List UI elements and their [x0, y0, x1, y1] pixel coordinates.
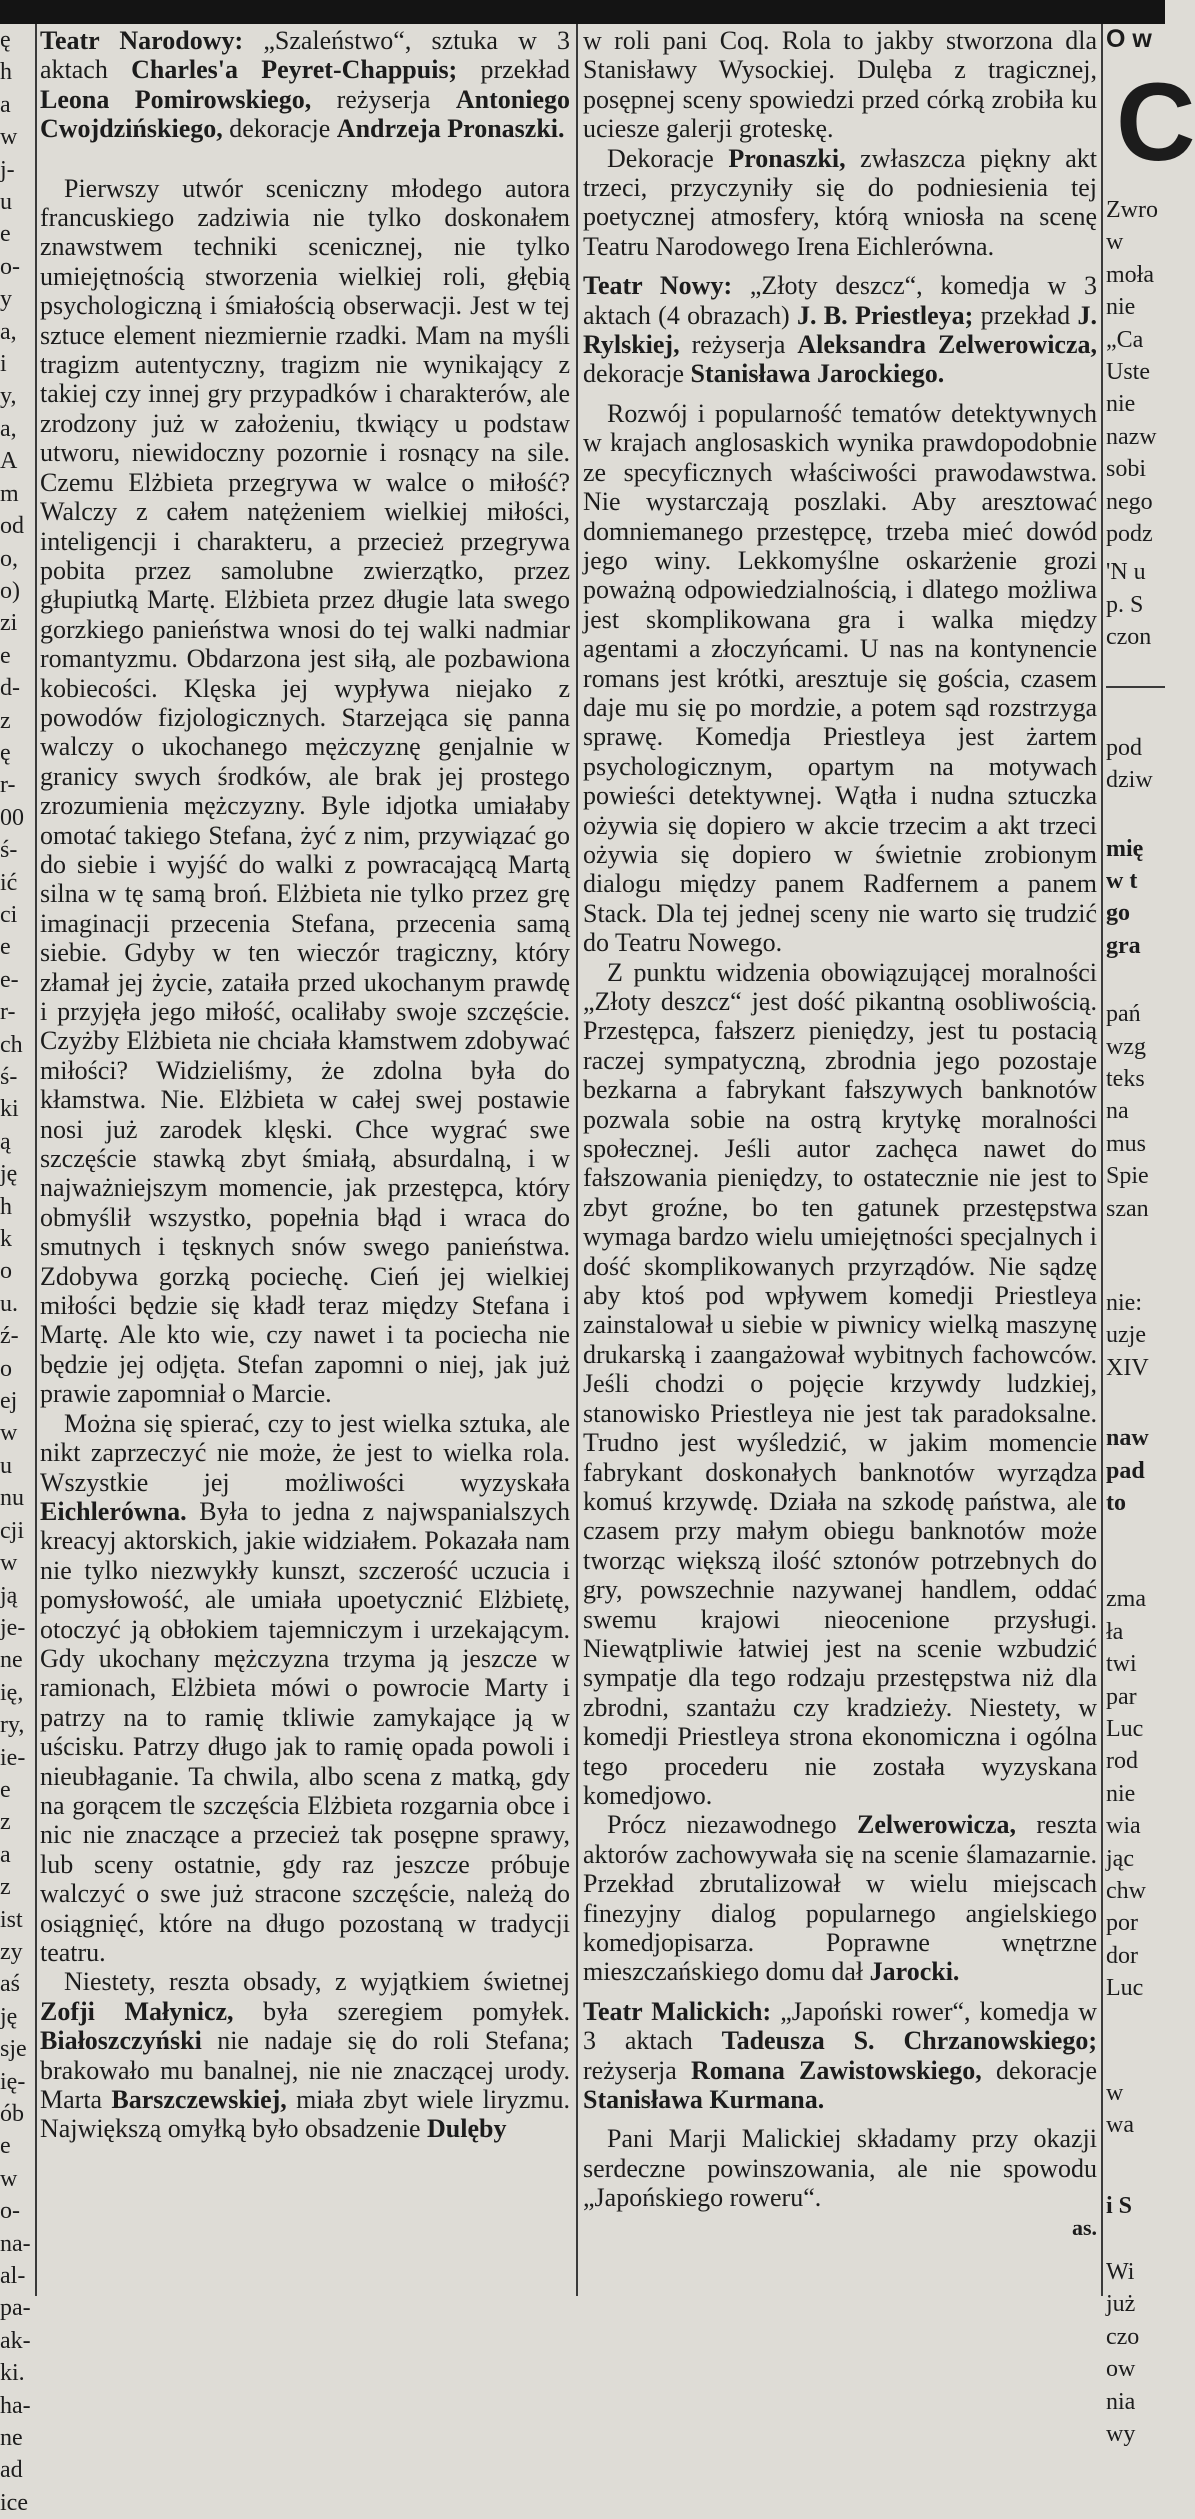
fragment-line: w — [0, 1550, 18, 1577]
fragment-line: e — [0, 1776, 11, 1803]
right-fragment-lines — [1106, 732, 1165, 797]
fragment-line: szan — [1106, 1195, 1149, 1222]
fragment-line: h — [0, 1193, 12, 1220]
fragment-line: dor — [1106, 1942, 1138, 1969]
fragment-line: go — [1106, 900, 1130, 927]
fragment-line: e- — [0, 966, 19, 993]
right-headline-fragment: O w — [1106, 25, 1152, 53]
fragment-line: m — [0, 480, 19, 507]
fragment-line: w — [1106, 2079, 1124, 2106]
fragment-line: sje — [0, 2036, 27, 2063]
fragment-line: Luc — [1106, 1975, 1144, 2002]
fragment-line: nie — [1106, 294, 1136, 321]
fragment-line: ne — [0, 1647, 23, 1674]
fragment-line: w — [0, 1420, 18, 1447]
fragment-line: ha- — [0, 2392, 31, 2419]
fragment-line: ię, — [0, 1679, 24, 1706]
fragment-line: ź- — [0, 1323, 19, 1350]
right-divider — [1106, 686, 1165, 688]
review-header-teatr-narodowy: Teatr Narodowy: „Szaleństwo“, sztuka w 3 aktach Charles'a Peyret-Chappuis; przekład Leona Pomirowskiego, reżyserja Antoniego Cwojdzińskiego, dekoracje Andrzeja Pronaszki. — [40, 26, 571, 144]
fragment-line: k — [0, 1226, 12, 1253]
fragment-line: nie — [1106, 1780, 1136, 1807]
fragment-line: u — [0, 189, 12, 216]
fragment-line: h — [0, 59, 12, 86]
fragment-line: i S — [1106, 2192, 1133, 2219]
fragment-line: naw — [1106, 1425, 1149, 1452]
right-fragment-lines — [1106, 2256, 1165, 2450]
right-fragment-lines — [1106, 1422, 1165, 1519]
fragment-line: wzg — [1106, 1033, 1146, 1060]
fragment-line: wa — [1106, 2112, 1134, 2139]
fragment-line: na- — [0, 2230, 31, 2257]
fragment-line: zi — [0, 610, 18, 637]
fragment-line: o- — [0, 2198, 20, 2225]
fragment-line: o — [0, 1355, 12, 1382]
fragment-line: ci — [0, 901, 18, 928]
fragment-line: nie: — [1106, 1289, 1142, 1316]
fragment-line: y, — [0, 383, 17, 410]
fragment-line: uzje — [1106, 1322, 1146, 1349]
fragment-line: zy — [0, 1938, 23, 1965]
fragment-line: Luc — [1106, 1716, 1144, 1743]
fragment-line: pa- — [0, 2295, 31, 2322]
fragment-line: ow — [1106, 2356, 1136, 2383]
review-column-2 — [583, 26, 1097, 2292]
fragment-line: u. — [0, 1290, 18, 1317]
fragment-line: ist — [0, 1906, 23, 1933]
fragment-line: z — [0, 1874, 11, 1901]
fragment-line: wia — [1106, 1813, 1141, 1840]
fragment-line: r- — [0, 772, 16, 799]
left-column-fragment — [0, 24, 34, 2516]
right-fragment-lines — [1106, 2190, 1165, 2222]
fragment-line: gra — [1106, 932, 1141, 959]
fragment-line: ej — [0, 1388, 18, 1415]
fragment-line: nazw — [1106, 423, 1157, 450]
fragment-line: ki. — [0, 2360, 25, 2387]
fragment-line: 00 — [0, 804, 24, 831]
fragment-line: zma — [1106, 1586, 1146, 1613]
fragment-line: o, — [0, 545, 18, 572]
paragraph: Rozwój i popularność tematów detektywnych w krajach anglosaskich wynika prawdopodobnie ze specyficznych właściwości prawodawstwa. Nie wystarczają poszlaki. Aby aresztować domniemanego przestępcę, trzeba mieć dowód jego winy. Lekkomyślne oskarżenie grozi poważną odpowiedzialnością, i dlatego możliwa jest skomplikowana gra i walka między agentami a złoczyńcami. U nas na kontynencie romans jest krótki, aresztuje się gościa, czasem daje mu się po mordzie, a potem sąd rozstrzyga sprawę. Komedja Priestleya jest żartem psychologicznym, opartym na motywach powieści detektywnej. Wątła i nudna sztuczka ożywia się dopiero w akcie trzecim a akt trzeci ożywia się dopiero w świetnie zrobionym dialogu między panem Radfernem a panem Stack. Dla tej jednej sceny nie warto się trudzić do Teatru Nowego. — [583, 398, 1097, 958]
fragment-line: już — [1106, 2291, 1136, 2318]
fragment-line: cji — [0, 1517, 24, 1544]
fragment-line: w — [0, 2165, 18, 2192]
fragment-line: ś- — [0, 1064, 18, 1090]
fragment-line: u — [0, 1452, 12, 1479]
fragment-line: a, — [0, 415, 17, 442]
fragment-line: por — [1106, 1910, 1138, 1937]
fragment-line: y — [0, 286, 12, 313]
fragment-line: twi — [1106, 1651, 1137, 1678]
fragment-line: j- — [0, 156, 15, 183]
fragment-line: czo — [1106, 2323, 1140, 2350]
fragment-line: ie- — [0, 1744, 26, 1771]
fragment-line: ki — [0, 1096, 19, 1123]
fragment-line: o) — [0, 577, 20, 604]
fragment-line: Uste — [1106, 359, 1150, 386]
fragment-line: a — [0, 91, 11, 118]
paragraph: Prócz niezawodnego Zelwerowicza, reszta aktorów zachowywała się na scenie ślamazarnie. Przekład zbrutalizował w wielu miejscach finezyjny dialog popularnego angielskiego komedjopisarza. Poprawne wnętrzne mieszczańskiego domu dał Jarocki. — [583, 1810, 1097, 1987]
right-fragment-lines — [1106, 194, 1165, 550]
fragment-line: w — [1106, 229, 1124, 256]
fragment-line: pad — [1106, 1457, 1145, 1484]
right-fragment-lines — [1106, 1583, 1165, 2004]
fragment-line: chw — [1106, 1878, 1146, 1905]
fragment-line: ję — [0, 2003, 18, 2030]
paragraph: Można się spierać, czy to jest wielka sztuka, ale nikt zaprzeczyć nie może, że jest to wielka rola. Wszystkie jej możliwości wyzyskała Eichlerówna. Była to jedna z najwspanialszych kreacyj aktorskich, jakie widziałem. Pokazała nam nie tylko niezwykły kunszt, szczerość uczucia i pomysłowość, ale umiała upoetycznić Elżbietę, otoczyć ją obłokiem tajemniczym i urzekającym. Gdy ukochany mężczyzna trzyma ją jeszcze w ramionach, Elżbieta mówi o powrocie Marty i patrzy na to ramię tkliwie zamykające ją w uścisku. Patrzy długo jak to ramię opada powoli i nieubłaganie. Ta chwila, albo scena z matką, gdy na gorącem tle szczęścia Elżbieta rozgarnia obce i nic nie znaczące a przecież tak posępne sprawy, lub sceny ostatnie, gdy raz jeszcze próbuje walczyć o swe już stracone szczęście, należą do osiągnięć, które na długo pozostaną w tradycji teatru. — [40, 1408, 571, 1967]
fragment-line: to — [1106, 1490, 1126, 1516]
fragment-line: „Ca — [1106, 326, 1144, 353]
fragment-line: ię- — [0, 2068, 26, 2095]
fragment-line: A — [0, 448, 18, 475]
right-fragment-lines — [1106, 2077, 1165, 2142]
column-rule-left — [35, 24, 37, 2296]
fragment-line: e — [0, 221, 11, 248]
column-rule-middle — [576, 24, 578, 2296]
fragment-line: o — [0, 1258, 12, 1285]
top-masthead-band — [0, 0, 1165, 24]
right-fragment-lines — [1106, 556, 1165, 653]
fragment-line: ić — [0, 869, 18, 896]
fragment-line: sobi — [1106, 456, 1147, 483]
fragment-line: pod — [1106, 734, 1142, 761]
fragment-line: pań — [1106, 1001, 1141, 1028]
fragment-line: nego — [1106, 488, 1153, 515]
right-big-letter: C — [1116, 61, 1195, 184]
fragment-line: podz — [1106, 521, 1153, 548]
review-header-teatr-malickich: Teatr Malickich: „Japoński rower“, komedja w 3 aktach Tadeusza S. Chrzanowskiego; reżyserja Romana Zawistowskiego, dekoracje Stanisława Kurmana. — [583, 1996, 1098, 2115]
author-signature: as. — [1071, 2214, 1097, 2240]
fragment-line: ry, — [0, 1712, 25, 1739]
fragment-line: d- — [0, 675, 20, 702]
fragment-line: ne — [0, 2425, 23, 2452]
paragraph: w roli pani Coq. Rola to jakby stworzona dla Stanisławy Wysockiej. Dulęba z tragicznej, posępnej sceny spowiedzi przed córką zrobiła ku uciesze galerji groteskę. — [583, 26, 1097, 144]
paragraph: Z punktu widzenia obowiązującej moralności „Złoty deszcz“ jest dość pikantną osobliwością. Przestępca, fałszerz pieniędzy, jest tu postacią raczej sympatyczną, zbrodnia jego pozostaje bezkarna a fabrykant fałszywych banknotów pozwala sobie na ostrą krytykę moralności społecznej. Jeśli autor zachęca nawet do fałszowania pieniędzy, to ostatecznie nie jest to zbyt groźne, bo ten gatunek przestępstwa wymaga bardzo wielu umiejętności specjalnych i dość skomplikowanych przyrządów. Nie sądzę aby ktoś pod wpływem komedji Priestleya zainstalował u siebie w piwnicy wielką maszynę drukarską i zaangażował wybitnych fachowców. Jeśli chodzi o pojęcie krzywdy ludzkiej, stanowisko Priestleya nie jest tak paradoksalne. Trudno jest wyśledzić, w jakim momencie fabrykant doskonałych banknotów wyrządza komuś krzywdę. Działa na szkodę państwa, ale czasem przy małym obiegu banknotów może tworząc większą ilość sztonów potrzebnych do gry, powszechnie nazywanej handlem, oddać swemu krajowi nieocenione przysługi. Niewątpliwie łatwiej jest na scenie wzbudzić sympatje dla tego rodzaju przestępstwa niż dla zbrodni, szantażu czy kradzieży. Niestety, w komedji Priestleya strona ekonomiczna i ogólna tego procederu nie została wyzyskana komedjowo. — [583, 957, 1097, 1810]
column-rule-right — [1101, 24, 1103, 2296]
fragment-line: ś- — [0, 837, 18, 864]
paragraph: Pani Marji Malickiej składamy przy okazji serdeczne powinszowania, ale nie spowodu „Japońskiego roweru“. — [583, 2124, 1097, 2213]
fragment-line: ak- — [0, 2327, 31, 2354]
fragment-line: aś — [0, 1971, 20, 1998]
fragment-line: mus — [1106, 1130, 1147, 1157]
fragment-line: e — [0, 642, 11, 669]
fragment-line: ą — [0, 1128, 11, 1155]
fragment-line: wy — [1106, 2420, 1136, 2447]
fragment-line: ę — [0, 27, 11, 53]
fragment-line: XIV — [1106, 1354, 1149, 1381]
fragment-line: rod — [1106, 1748, 1138, 1775]
right-fragment-lines — [1106, 1287, 1165, 1384]
fragment-line: i — [0, 351, 7, 378]
fragment-line: nie — [1106, 391, 1136, 418]
fragment-line: Wi — [1106, 2258, 1135, 2285]
fragment-line: ją — [0, 1582, 18, 1609]
fragment-line: z — [0, 707, 11, 734]
fragment-line: ła — [1106, 1618, 1124, 1645]
fragment-line: Zwro — [1106, 197, 1158, 223]
fragment-line: je- — [0, 1614, 26, 1641]
review-column-1 — [40, 26, 570, 2292]
fragment-line: ch — [0, 1031, 23, 1058]
fragment-line: r- — [0, 999, 16, 1026]
fragment-line: w t — [1106, 867, 1138, 894]
fragment-line: w — [0, 124, 18, 151]
paragraph: Niestety, reszta obsady, z wyjątkiem świetnej Zofji Małynicz, była szeregiem pomyłek. Białoszczyński nie nadaje się do roli Stefana; brakowało mu banalnej, nie nie znaczącej urody. Marta Barszczewskiej, miała zbyt wiele liryzmu. Największą omyłką było obsadzenie Dulęby — [40, 1967, 571, 2144]
fragment-line: ę — [0, 739, 11, 766]
fragment-line: na — [1106, 1098, 1129, 1125]
fragment-line: 'N u — [1106, 559, 1146, 586]
fragment-line: p. S — [1106, 591, 1144, 618]
fragment-line: o- — [0, 253, 20, 280]
fragment-line: jąc — [1106, 1845, 1134, 1872]
fragment-line: moła — [1106, 261, 1154, 288]
fragment-line: par — [1106, 1683, 1137, 1710]
fragment-line: czon — [1106, 624, 1152, 651]
review-header-teatr-nowy: Teatr Nowy: „Złoty deszcz“, komedja w 3 aktach (4 obrazach) J. B. Priestleya; przekład J. Rylskiej, reżyserja Aleksandra Zelwerowicza, dekoracje Stanisława Jarockiego. — [583, 271, 1098, 389]
fragment-line: a, — [0, 318, 17, 345]
paragraph: Pierwszy utwór sceniczny młodego autora francuskiego zadziwia nie tylko doskonałem znawstwem techniki scenicznej, nie tylko umiejętnością stworzenia wielkiej roli, głębią psychologiczną i śmiałością obserwacji. Jest w tej sztuce element niezmiernie rzadki. Mam na myśli tragizm autentyczny, tragizm nie wynikający z takiej czy innej gry przypadków i charakterów, ale zrodzony już w założeniu, tkwiący u podstaw utworu, niewidoczny pozornie i rosnący na sile. Czemu Elżbieta przegrywa w walce o miłość? Walczy z całem natężeniem wielkiej miłości, inteligencji i charakteru, a przecież przegrywa pobita przez samolubne zwierzątko, przez głupiutką Martę. Elżbieta przez długie lata swego gorzkiego panieństwa wnosi do tej walki nadmiar romantyzmu. Obdarzona jest siłą, ale pozbawiona kobiecości. Klęska jej wypływa niejako z powodów fizjologicznych. Starzejąca się panna walczy o ukochanego mężczyznę genjalnie w granicy swych środków, ale brak jej prostego zrozumienia mężczyzny. Byle idjotka umiałaby omotać takiego Stefana, żyć z nim, przywiązać go do siebie i wyjść do walki z powracającą Martą silna w tę samą broń. Elżbieta nie tylko przez grę imaginacji przecenia Stefana, przecenia samą siebie. Gdyby w ten wieczór tragiczny, który złamał jej życie, zataiła przed ukochanym prawdę i przyjęła jego miłość, ocaliłaby swoje szczęście. Czyżby Elżbieta nie chciała kłamstwem zdobywać miłości? Widzieliśmy, że zdolna była do kłamstwa. Nie. Elżbieta w całej swej postawie nosi już zarodek klęski. Chce wygrać swe szczęście stawką zbyt śmiałą, absurdalną, i w najważniejszym momencie, jak przestępca, który obmyślił wszystko, popełnia błąd i wraca do smutnych i tęsknych snów swego panieństwa. Zdobywa gorzką pociechę. Cień jej wielkiej miłości będzie się kładł teraz między Stefana i Martę. Ale kto wie, czy nawet i ta pociecha nie będzie jej odjęta. Stefan zapomni o niej, jak już prawie zapomniał o Marcie. — [40, 173, 570, 1409]
right-fragment-lines — [1106, 998, 1165, 1225]
fragment-line: teks — [1106, 1065, 1145, 1092]
fragment-line: ice — [0, 2489, 28, 2516]
fragment-line: nu — [0, 1485, 24, 1512]
right-column-fragment — [1106, 24, 1195, 2447]
fragment-line: dziw — [1106, 767, 1153, 794]
fragment-line: a — [0, 1841, 11, 1868]
fragment-line: al- — [0, 2263, 26, 2290]
right-fragment-lines — [1106, 833, 1165, 963]
fragment-line: od — [0, 513, 24, 540]
paragraph: Dekoracje Pronaszki, zwłaszcza piękny akt trzeci, przyczyniły się do podniesienia tej poetycznej atmosfery, którą wniosła na scenę Teatru Narodowego Irena Eichlerówna. — [583, 143, 1098, 261]
fragment-line: ób — [0, 2101, 24, 2127]
fragment-line: e — [0, 2133, 11, 2160]
fragment-line: Spie — [1106, 1163, 1149, 1190]
fragment-line: nia — [1106, 2388, 1136, 2415]
fragment-line: ję — [0, 1161, 18, 1188]
fragment-line: ad — [0, 2457, 23, 2484]
fragment-line: z — [0, 1809, 11, 1836]
fragment-line: e — [0, 934, 11, 961]
fragment-line: mię — [1106, 835, 1144, 862]
